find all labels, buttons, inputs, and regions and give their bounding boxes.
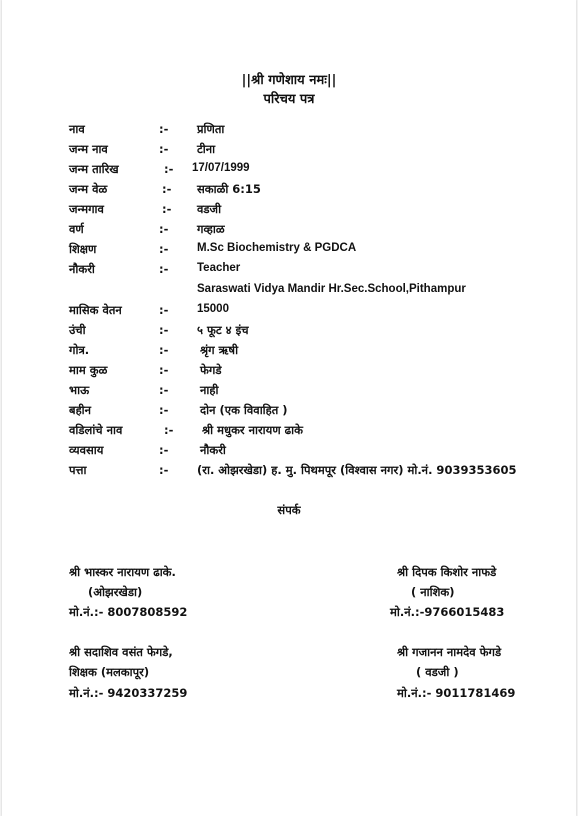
detail-value: वडजी — [197, 202, 222, 216]
detail-separator: :- — [159, 443, 169, 457]
detail-separator: :- — [159, 303, 169, 317]
detail-label: शिक्षण — [69, 242, 97, 256]
detail-separator: :- — [159, 242, 169, 256]
detail-row-occupation — [2, 443, 576, 463]
detail-value: 17/07/1999 — [192, 162, 250, 174]
detail-label: जन्मगाव — [69, 202, 104, 216]
invocation-heading: ||श्री गणेशाय नमः|| — [241, 73, 337, 88]
detail-value: सकाळी 6:15 — [197, 182, 261, 196]
detail-row-address — [2, 463, 576, 483]
detail-separator: :- — [159, 122, 169, 136]
contact-phone: मो.नं.:- 9420337259 — [69, 686, 188, 700]
contact-name: श्री गजानन नामदेव फेगडे — [397, 645, 502, 659]
detail-label: जन्म वेळ — [69, 182, 108, 196]
detail-value: श्री मधुकर नारायण ढाके — [202, 423, 303, 437]
detail-label: बहीन — [69, 403, 92, 417]
detail-label: पत्ता — [69, 463, 87, 477]
contact-phone: मो.नं.:- 9011781469 — [397, 686, 516, 700]
detail-value: 15000 — [197, 303, 229, 315]
detail-separator: :- — [159, 383, 169, 397]
detail-row-birth-name — [2, 142, 576, 162]
detail-row-birth-time — [2, 182, 576, 202]
detail-label: व्यवसाय — [69, 443, 104, 457]
detail-row-sister — [2, 403, 576, 423]
detail-label: जन्म तारिख — [69, 162, 119, 176]
contact-place: (ओझरखेडा) — [88, 585, 143, 599]
contact-heading: संपर्क — [277, 503, 301, 517]
contact-place: ( नाशिक) — [411, 585, 455, 599]
detail-row-salary — [2, 303, 576, 323]
detail-label: उंची — [69, 323, 86, 337]
detail-value: नौकरी — [200, 443, 226, 457]
detail-label: नाव — [69, 122, 85, 136]
detail-label: भाऊ — [69, 383, 90, 397]
contact-name: श्री दिपक किशोर नाफडे — [397, 565, 497, 579]
detail-label: वर्ण — [69, 222, 84, 236]
detail-row-name — [2, 122, 576, 142]
contact-name: श्री भास्कर नारायण ढाके. — [69, 565, 176, 579]
detail-row-maternal-clan — [2, 363, 576, 383]
contact-place: ( वडजी ) — [416, 665, 459, 679]
detail-separator: :- — [159, 463, 169, 477]
detail-row-education — [2, 242, 576, 262]
detail-separator: :- — [162, 202, 172, 216]
detail-row-birth-place — [2, 202, 576, 222]
detail-separator: :- — [164, 162, 174, 176]
detail-label: मासिक वेतन — [69, 303, 122, 317]
detail-separator: :- — [164, 423, 174, 437]
detail-row-complexion — [2, 222, 576, 242]
page-title: परिचय पत्र — [263, 92, 315, 107]
detail-label: जन्म नाव — [69, 142, 108, 156]
detail-value: श्रृंग ऋषी — [200, 343, 239, 357]
detail-value: दोन (एक विवाहित ) — [200, 403, 288, 417]
detail-separator: :- — [159, 142, 169, 156]
detail-value: Saraswati Vidya Mandir Hr.Sec.School,Pithampur — [197, 283, 466, 295]
detail-separator: :- — [159, 323, 169, 337]
detail-value: फेगडे — [200, 363, 222, 377]
detail-value: Teacher — [197, 262, 241, 274]
detail-value: गव्हाळ — [197, 222, 225, 236]
contact-phone: मो.नं.:- 8007808592 — [69, 605, 188, 619]
detail-value: ५ फूट ४ इंच — [197, 323, 249, 337]
detail-value: टीना — [197, 142, 216, 156]
detail-label: नौकरी — [69, 262, 95, 276]
detail-row-workplace — [2, 283, 576, 303]
detail-row-height — [2, 323, 576, 343]
detail-row-gotra — [2, 343, 576, 363]
detail-row-brother — [2, 383, 576, 403]
detail-separator: :- — [159, 363, 169, 377]
detail-label: वडिलांचे नाव — [69, 423, 123, 437]
detail-separator: :- — [159, 403, 169, 417]
document-page — [2, 0, 576, 816]
detail-label: माम कुळ — [69, 363, 108, 377]
detail-label: गोत्र. — [69, 343, 90, 357]
detail-value: M.Sc Biochemistry & PGDCA — [197, 242, 357, 254]
detail-value: (रा. ओझरखेडा) ह. मु. पिथमपूर (विश्वास नगर) मो.नं. 9039353605 — [197, 463, 517, 477]
detail-row-job — [2, 262, 576, 282]
detail-separator: :- — [159, 262, 169, 276]
contact-occupation: शिक्षक (मलकापूर) — [69, 665, 150, 679]
detail-value: नाही — [200, 383, 219, 397]
detail-separator: :- — [162, 182, 172, 196]
detail-row-father-name — [2, 423, 576, 443]
detail-row-birth-date — [2, 162, 576, 182]
detail-separator: :- — [159, 343, 169, 357]
contact-phone: मो.नं.:-9766015483 — [390, 605, 505, 619]
contact-name: श्री सदाशिव वसंत फेगडे, — [69, 645, 173, 659]
detail-separator: :- — [159, 222, 169, 236]
detail-value: प्रणिता — [197, 122, 225, 136]
